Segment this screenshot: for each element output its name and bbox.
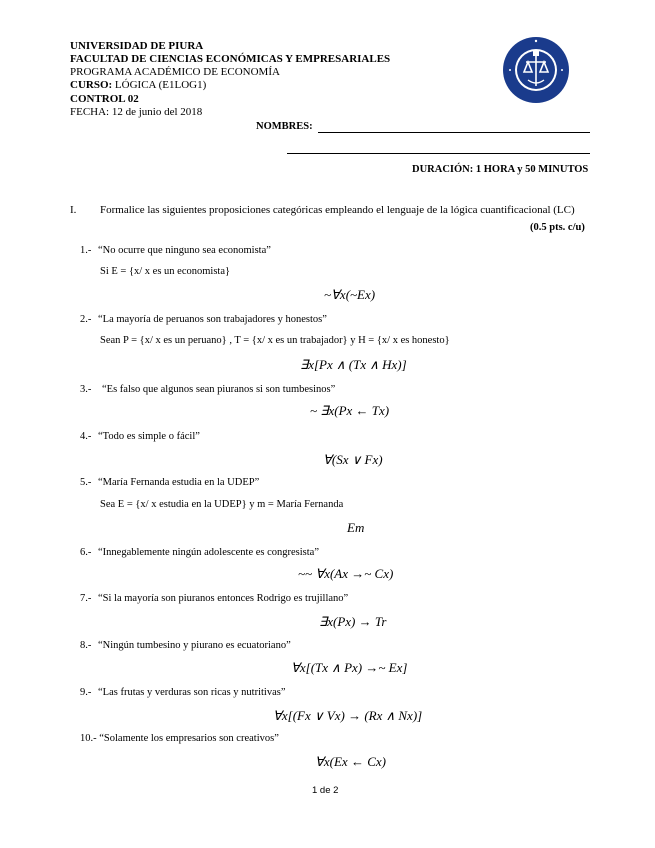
course-line	[70, 79, 206, 92]
question-number: 2.-	[80, 314, 92, 325]
question-number: 10.-	[80, 733, 97, 744]
question-9-formula: ∀x[(Fx ∨ Vx) → (Rx ∧ Nx)]	[273, 708, 423, 723]
course-value: LÓGICA (E1LOG1)	[114, 79, 207, 91]
question-text: “Todo es simple o fácil”	[98, 431, 200, 442]
question-10-formula: ∀x(Ex ← Cx)	[315, 754, 386, 769]
names-field-line-1[interactable]	[318, 132, 590, 133]
question-6-formula: ~~ ∀x(Ax →~ Cx)	[298, 566, 394, 581]
question-number: 9.-	[80, 687, 92, 698]
university-logo	[502, 36, 570, 104]
question-number: 5.-	[80, 477, 92, 488]
question-text: “Ningún tumbesino y piurano es ecuatoriano”	[98, 640, 291, 651]
question-9	[80, 686, 285, 699]
question-8	[80, 639, 291, 652]
question-text: “Si la mayoría son piuranos entonces Rodrigo es trujillano”	[98, 593, 349, 604]
university-name: UNIVERSIDAD DE PIURA	[70, 40, 204, 52]
faculty-name: FACULTAD DE CIENCIAS ECONÓMICAS Y EMPRESARIALES	[70, 53, 391, 65]
question-5	[80, 476, 259, 489]
question-3-formula: ~ ∃x(Px ← Tx)	[310, 403, 390, 418]
question-4	[80, 430, 200, 443]
question-8-formula: ∀x[(Tx ∧ Px) →~ Ex]	[291, 660, 408, 675]
question-1-formula: ~∀x(~Ex)	[324, 287, 376, 302]
question-5-formula: Em	[347, 520, 365, 535]
question-number: 8.-	[80, 640, 92, 651]
question-1	[80, 244, 271, 257]
question-2-formula: ∃x[Px ∧ (Tx ∧ Hx)]	[300, 357, 407, 372]
section-number: I.	[70, 204, 77, 216]
section-points: (0.5 pts. c/u)	[530, 222, 585, 233]
question-number: 6.-	[80, 547, 92, 558]
question-text: “Innegablemente ningún adolescente es congresista”	[98, 547, 319, 558]
question-text: “Las frutas y verduras son ricas y nutritivas”	[98, 687, 286, 698]
question-4-formula: ∀(Sx ∨ Fx)	[323, 452, 383, 467]
question-7-formula: ∃x(Px) → Tr	[319, 614, 387, 629]
question-text: “Es falso que algunos sean piuranos si son tumbesinos”	[102, 384, 336, 395]
page-number: 1 de 2	[312, 785, 339, 796]
control-title: CONTROL 02	[70, 93, 139, 105]
question-2	[80, 313, 327, 326]
course-label: CURSO:	[70, 79, 113, 91]
question-number: 7.-	[80, 593, 92, 604]
names-field-line-2[interactable]	[287, 153, 590, 154]
question-10	[80, 732, 279, 745]
names-label: NOMBRES:	[256, 121, 313, 132]
duration-label: DURACIÓN: 1 HORA y 50 MINUTOS	[412, 164, 589, 175]
question-1-definition: Si E = {x/ x es un economista}	[100, 266, 231, 277]
question-text: “María Fernanda estudia en la UDEP”	[98, 477, 260, 488]
program-name: PROGRAMA ACADÉMICO DE ECONOMÍA	[70, 66, 280, 78]
section-instruction: Formalice las siguientes proposiciones categóricas empleando el lenguaje de la lógica cuantificacional (LC)	[100, 204, 575, 216]
question-text: “Solamente los empresarios son creativos”	[99, 733, 279, 744]
question-text: “La mayoría de peruanos son trabajadores y honestos”	[98, 314, 327, 325]
question-number: 4.-	[80, 431, 92, 442]
question-3	[80, 383, 335, 396]
question-6	[80, 546, 319, 559]
question-text: “No ocurre que ninguno sea economista”	[98, 245, 271, 256]
university-seal-icon	[502, 36, 570, 104]
question-number: 1.-	[80, 245, 92, 256]
question-2-definition: Sean P = {x/ x es un peruano} , T = {x/ x es un trabajador} y H = {x/ x es honesto}	[100, 335, 450, 346]
exam-date: FECHA: 12 de junio del 2018	[70, 106, 203, 118]
question-number: 3.-	[80, 384, 92, 395]
question-7	[80, 592, 348, 605]
question-5-definition: Sea E = {x/ x estudia en la UDEP} y m = María Fernanda	[100, 499, 344, 510]
